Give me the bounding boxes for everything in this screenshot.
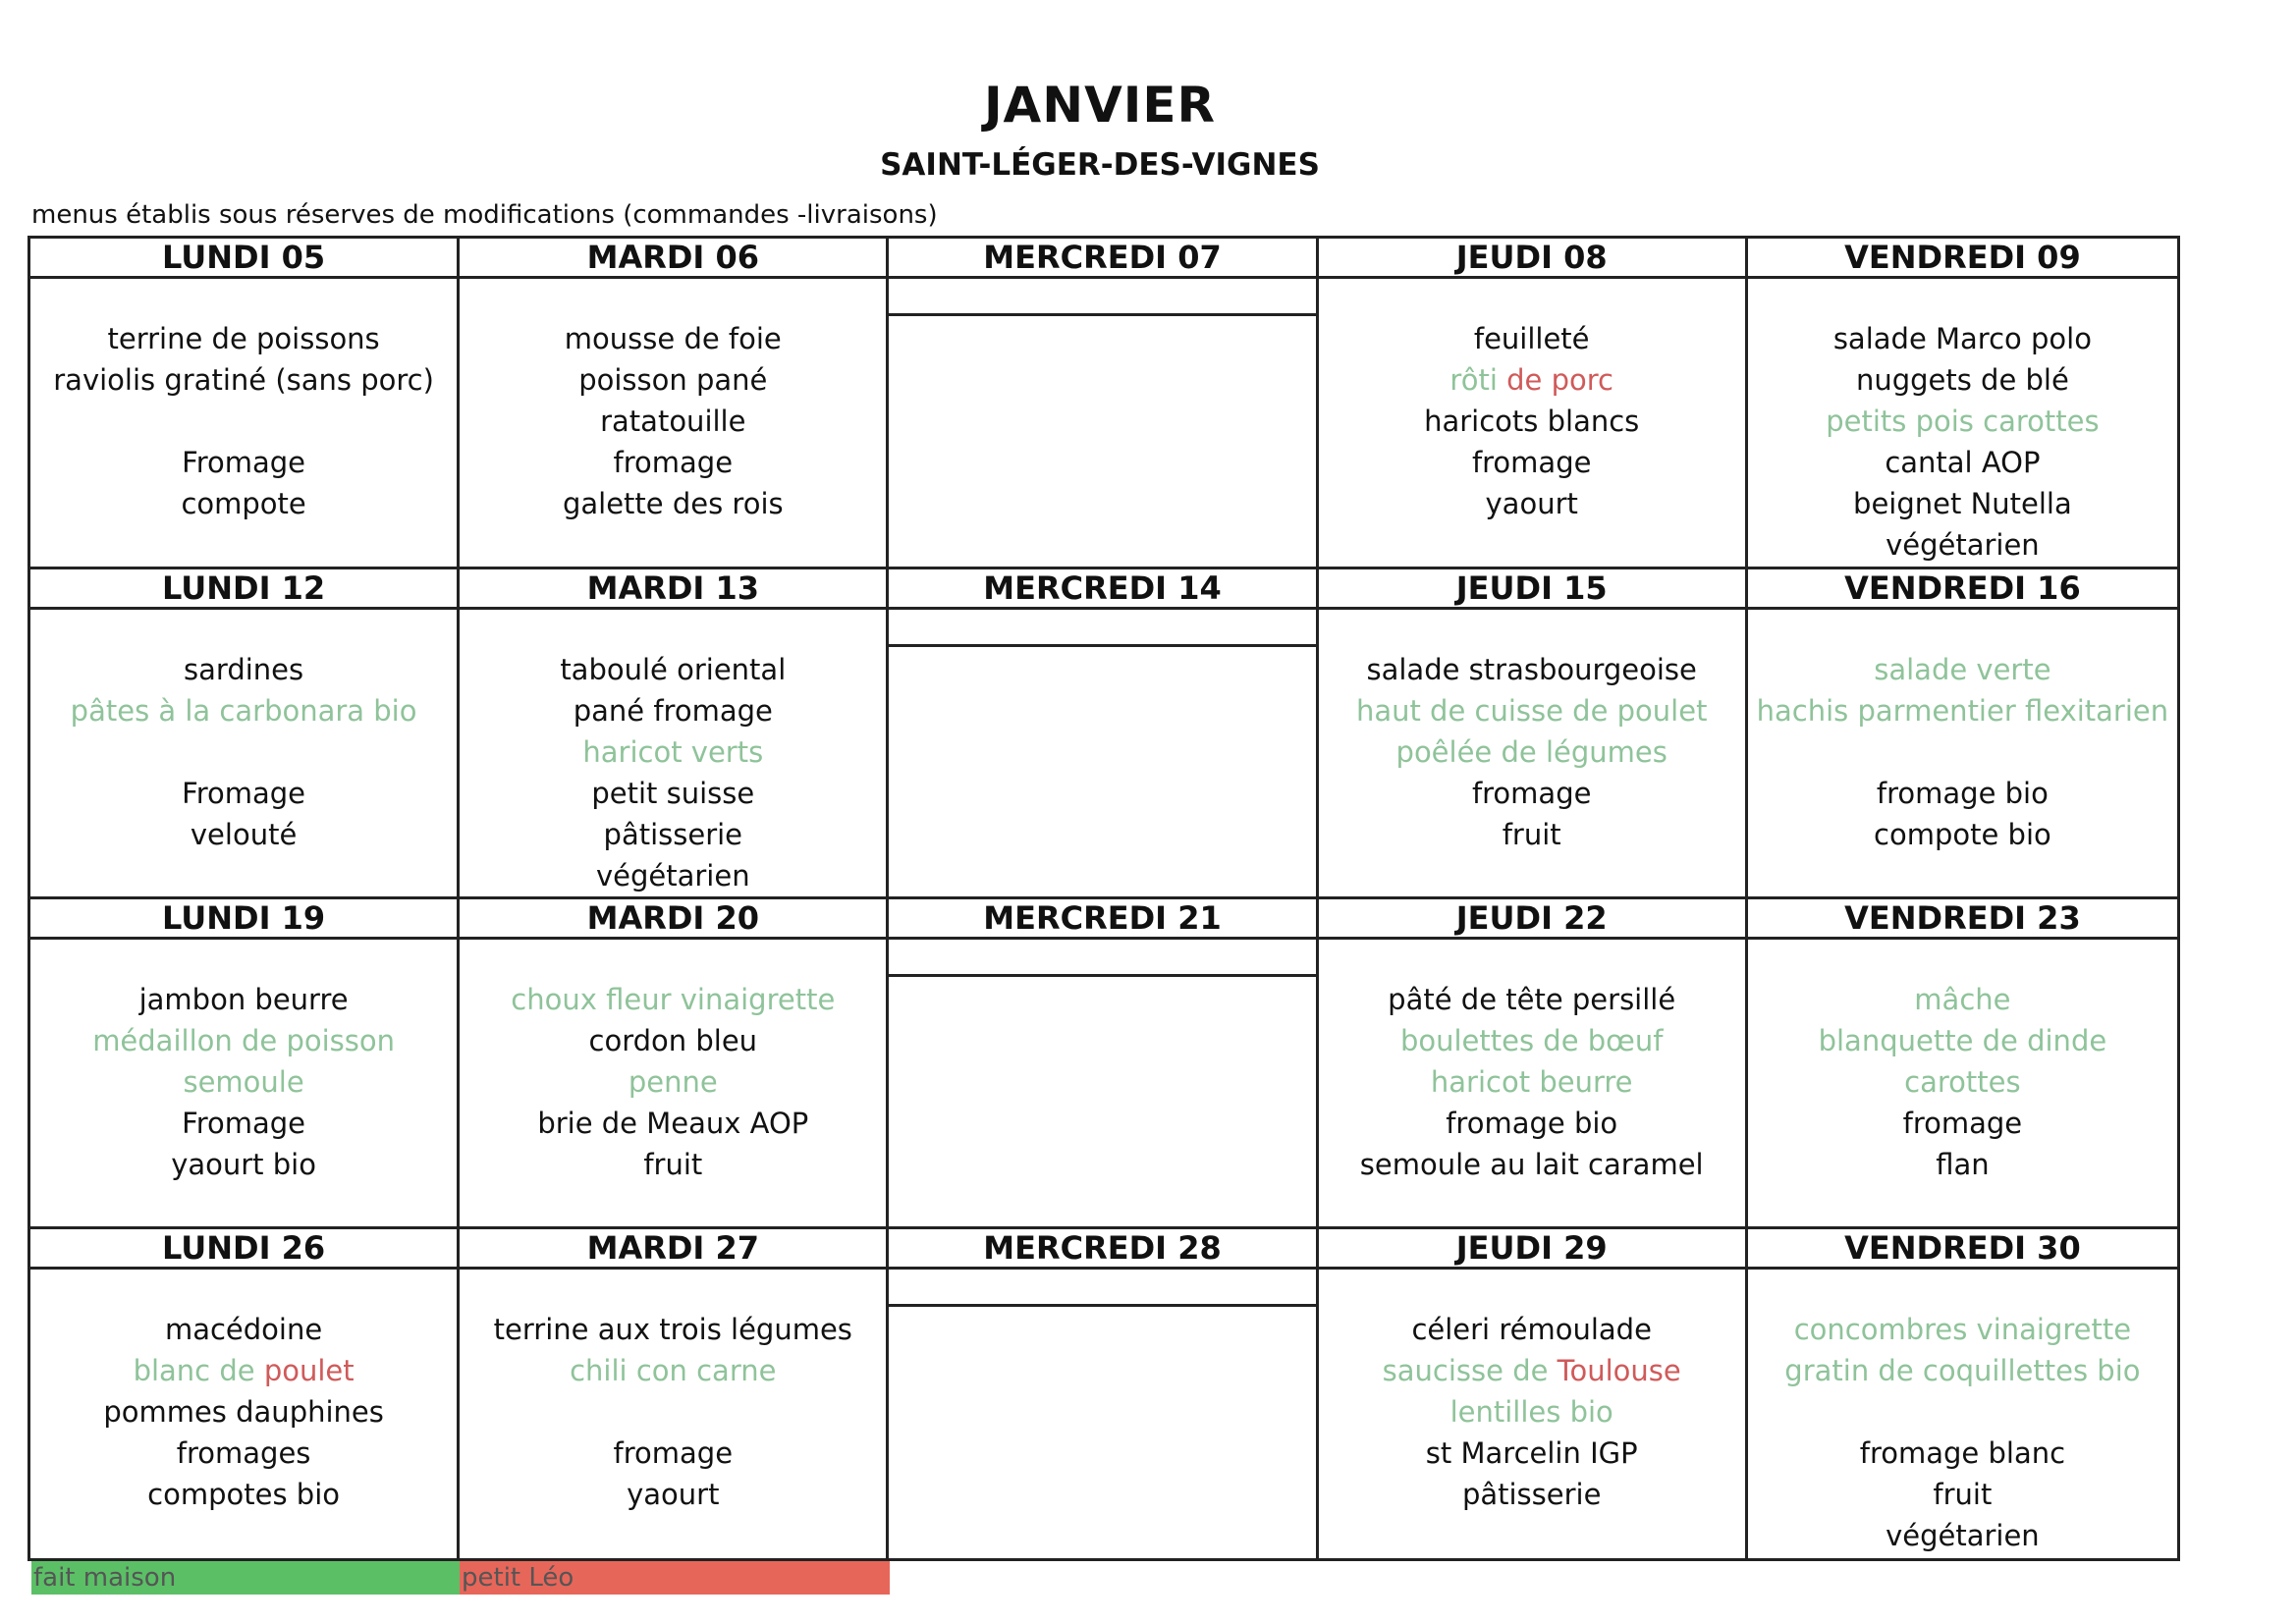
menu-item: brie de Meaux AOP (537, 1107, 809, 1140)
menu-item: salade Marco polo (1832, 322, 2092, 355)
menu-items (1319, 940, 1745, 1185)
menu-item: beignet Nutella (1853, 487, 2072, 520)
menu-item: lentilles bio (1449, 1395, 1613, 1429)
menu-item: blanquette de dinde (1818, 1024, 2107, 1057)
menu-item: sardines (184, 653, 304, 686)
day-header: MERCREDI 28 (889, 1229, 1315, 1270)
menu-item: pâtisserie (603, 818, 743, 851)
menu-item: saucisse de Toulouse (1382, 1354, 1681, 1387)
menu-item: boulettes de bœuf (1399, 1024, 1664, 1057)
menu-item: raviolis gratiné (sans porc) (53, 363, 434, 397)
day-cell (30, 896, 460, 1226)
menu-item: macédoine (164, 1313, 323, 1346)
menu-item: poêlée de légumes (1395, 735, 1667, 769)
menu-item: petits pois carottes (1826, 405, 2100, 438)
menu-item: compote bio (1874, 818, 2051, 851)
day-header: LUNDI 12 (30, 569, 457, 610)
menu-items (460, 940, 886, 1185)
day-header: JEUDI 22 (1319, 899, 1745, 940)
day-header: MARDI 13 (460, 569, 886, 610)
menu-item: semoule (183, 1065, 304, 1099)
petit-leo-highlight: Toulouse (1557, 1354, 1681, 1387)
menu-items (1748, 940, 2177, 1185)
menu-item: pommes dauphines (103, 1395, 384, 1429)
menu-item (1748, 1391, 2177, 1433)
day-header: MERCREDI 07 (889, 239, 1315, 279)
day-cell (30, 239, 460, 567)
menu-item: Fromage (182, 777, 306, 810)
menu-item: terrine de poissons (107, 322, 380, 355)
menu-item: végétarien (1886, 528, 2040, 562)
day-header: JEUDI 08 (1319, 239, 1745, 279)
menu-grid (27, 236, 2180, 1561)
petit-leo-highlight: de porc (1506, 363, 1613, 397)
menu-item: fromage (1471, 446, 1592, 479)
day-header: JEUDI 15 (1319, 569, 1745, 610)
day-cell (1748, 567, 2177, 896)
empty-box (889, 1270, 1315, 1307)
menu-item: yaourt (1485, 487, 1578, 520)
menu-item: concombres vinaigrette (1793, 1313, 2132, 1346)
day-cell (1319, 896, 1748, 1226)
menu-item: salade strasbourgeoise (1366, 653, 1697, 686)
menu-item: haricot verts (582, 735, 764, 769)
day-cell (460, 239, 889, 567)
page-subtitle: SAINT-LÉGER-DES-VIGNES (880, 147, 1320, 183)
menu-items (30, 279, 457, 524)
menu-items (30, 1270, 457, 1515)
menu-item: semoule au lait caramel (1359, 1148, 1704, 1181)
page-title: JANVIER (983, 77, 1217, 134)
menu-item: fruit (643, 1148, 703, 1181)
disclaimer-note: menus établis sous réserves de modifications (commandes -livraisons) (31, 200, 938, 230)
day-cell (889, 896, 1318, 1226)
day-cell (1748, 896, 2177, 1226)
day-cell (1319, 1226, 1748, 1561)
menu-item: cordon bleu (588, 1024, 758, 1057)
menu-item: flan (1936, 1148, 1990, 1181)
menu-item: pâté de tête persillé (1388, 983, 1676, 1016)
menu-item: fruit (1933, 1478, 1993, 1511)
day-header: MARDI 06 (460, 239, 886, 279)
menu-item: hachis parmentier flexitarien (1756, 694, 2169, 728)
menu-item: végétarien (595, 859, 750, 893)
day-cell (1319, 567, 1748, 896)
menu-item: haricot beurre (1430, 1065, 1633, 1099)
menu-item: velouté (190, 818, 298, 851)
menu-items (460, 279, 886, 524)
menu-item: fromage (613, 1436, 734, 1470)
menu-item: fromage bio (1876, 777, 2049, 810)
menu-item: Fromage (182, 446, 306, 479)
menu-item: médaillon de poisson (92, 1024, 395, 1057)
menu-item: taboulé oriental (560, 653, 787, 686)
empty-box (889, 279, 1315, 316)
day-cell (1319, 239, 1748, 567)
menu-item: pâtisserie (1461, 1478, 1602, 1511)
day-header: JEUDI 29 (1319, 1229, 1745, 1270)
menu-item: compote (181, 487, 306, 520)
menu-item: haricots blancs (1424, 405, 1640, 438)
menu-item: mousse de foie (564, 322, 782, 355)
day-header: VENDREDI 30 (1748, 1229, 2177, 1270)
menu-item: mâche (1914, 983, 2011, 1016)
menu-item (30, 401, 457, 442)
day-header: VENDREDI 16 (1748, 569, 2177, 610)
day-header: MERCREDI 21 (889, 899, 1315, 940)
menu-item: fromages (176, 1436, 311, 1470)
week-row (30, 239, 2177, 567)
menu-items (30, 940, 457, 1185)
legend-homemade: fait maison (31, 1561, 462, 1595)
menu-item: rôti de porc (1449, 363, 1613, 397)
menu-item: Fromage (182, 1107, 306, 1140)
menu-item: fruit (1502, 818, 1561, 851)
menu-item: galette des rois (562, 487, 784, 520)
menu-item: fromage bio (1446, 1107, 1618, 1140)
empty-box (889, 610, 1315, 647)
week-row (30, 1226, 2177, 1561)
day-header: MARDI 27 (460, 1229, 886, 1270)
menu-item: yaourt bio (171, 1148, 316, 1181)
menu-item: yaourt (627, 1478, 720, 1511)
menu-items (460, 610, 886, 896)
day-cell (889, 567, 1318, 896)
menu-item: petit suisse (591, 777, 755, 810)
menu-item: compotes bio (147, 1478, 341, 1511)
day-header: LUNDI 05 (30, 239, 457, 279)
menu-item: pâtes à la carbonara bio (70, 694, 417, 728)
day-header: LUNDI 19 (30, 899, 457, 940)
day-cell (889, 239, 1318, 567)
menu-item (1748, 731, 2177, 773)
legend-petit-leo: petit Léo (460, 1561, 890, 1595)
menu-item: fromage blanc (1859, 1436, 2066, 1470)
menu-items (1319, 610, 1745, 855)
menu-item: salade verte (1874, 653, 2051, 686)
menu-item: chili con carne (570, 1354, 777, 1387)
menu-item: feuilleté (1473, 322, 1590, 355)
menu-item: ratatouille (600, 405, 746, 438)
menu-item: pané fromage (573, 694, 773, 728)
menu-item (460, 1391, 886, 1433)
menu-items (30, 610, 457, 855)
menu-item: céleri rémoulade (1411, 1313, 1652, 1346)
week-row (30, 567, 2177, 896)
menu-items (1319, 1270, 1745, 1515)
menu-items (1748, 279, 2177, 566)
week-row (30, 896, 2177, 1226)
day-header: LUNDI 26 (30, 1229, 457, 1270)
menu-item: cantal AOP (1885, 446, 2041, 479)
day-cell (1748, 239, 2177, 567)
day-cell (460, 896, 889, 1226)
day-cell (889, 1226, 1318, 1561)
menu-item: jambon beurre (138, 983, 349, 1016)
day-cell (30, 1226, 460, 1561)
menu-item: fromage (1902, 1107, 2023, 1140)
menu-items (1748, 1270, 2177, 1556)
menu-item: blanc de poulet (133, 1354, 355, 1387)
day-header: VENDREDI 09 (1748, 239, 2177, 279)
menu-item: gratin de coquillettes bio (1784, 1354, 2141, 1387)
day-cell (460, 567, 889, 896)
day-cell (1748, 1226, 2177, 1561)
menu-item: terrine aux trois légumes (493, 1313, 852, 1346)
menu-item: nuggets de blé (1855, 363, 2069, 397)
menu-item: végétarien (1886, 1519, 2040, 1552)
menu-items (460, 1270, 886, 1515)
menu-item: poisson pané (578, 363, 768, 397)
menu-item (30, 731, 457, 773)
menu-item: carottes (1904, 1065, 2021, 1099)
menu-item: choux fleur vinaigrette (511, 983, 836, 1016)
day-cell (460, 1226, 889, 1561)
petit-leo-highlight: poulet (263, 1354, 355, 1387)
day-cell (30, 567, 460, 896)
day-header: VENDREDI 23 (1748, 899, 2177, 940)
day-header: MARDI 20 (460, 899, 886, 940)
menu-item: haut de cuisse de poulet (1355, 694, 1708, 728)
menu-items (1319, 279, 1745, 524)
empty-box (889, 940, 1315, 977)
menu-item: penne (628, 1065, 718, 1099)
menu-items (1748, 610, 2177, 855)
menu-item: fromage (613, 446, 734, 479)
menu-item: st Marcelin IGP (1425, 1436, 1638, 1470)
menu-item: fromage (1471, 777, 1592, 810)
day-header: MERCREDI 14 (889, 569, 1315, 610)
